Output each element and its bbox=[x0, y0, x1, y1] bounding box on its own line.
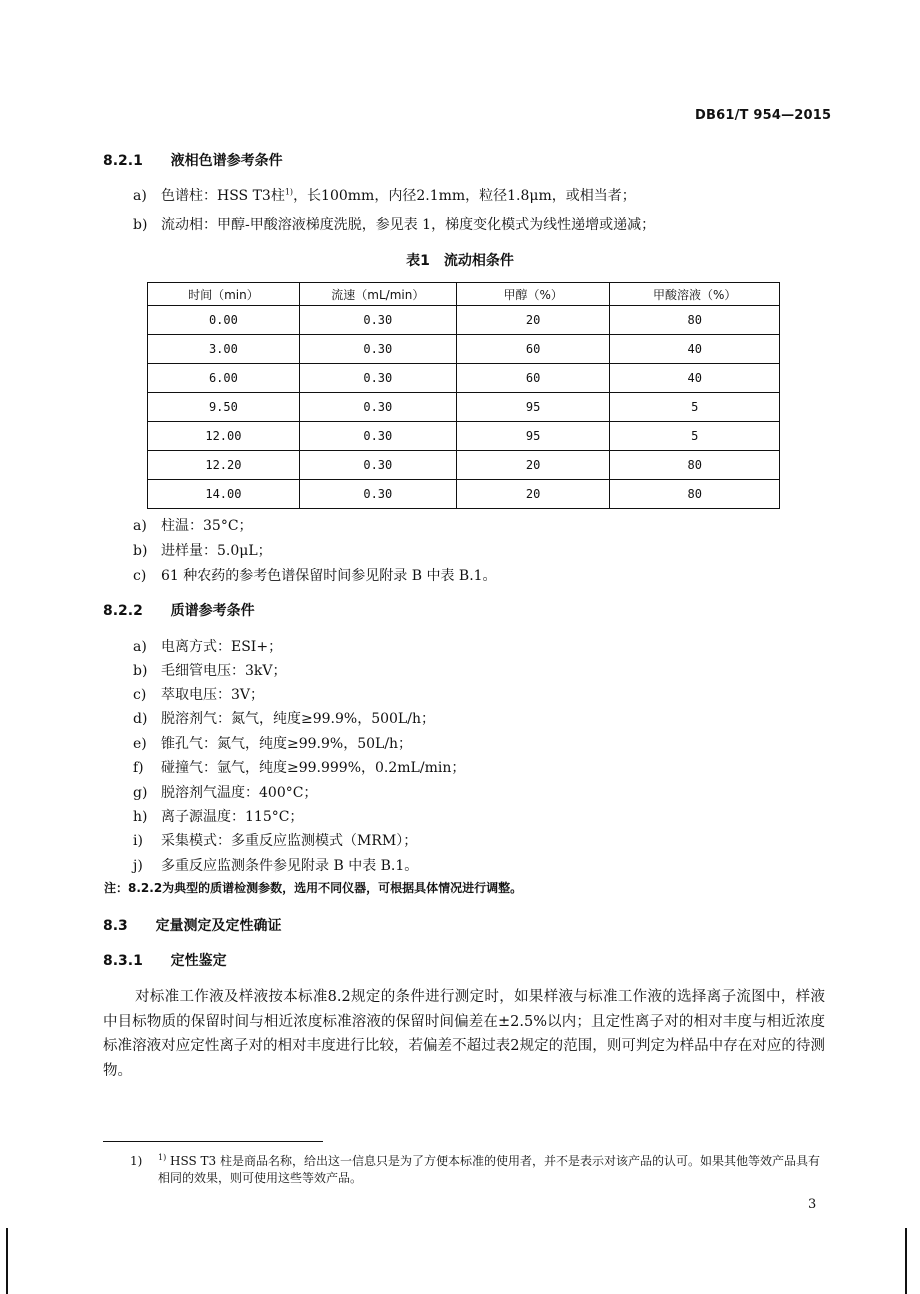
scan-edge-mark bbox=[6, 1228, 8, 1294]
list-item bbox=[133, 806, 303, 826]
list-marker: c) bbox=[133, 568, 147, 584]
list-text: 离子源温度：115°C； bbox=[161, 809, 304, 825]
table-cell: 80 bbox=[610, 451, 780, 480]
list-item bbox=[133, 214, 655, 234]
list-marker: b) bbox=[133, 217, 148, 233]
table-cell: 80 bbox=[610, 480, 780, 509]
list-text: 锥孔气：氮气，纯度≥99.9%，50L/h； bbox=[161, 736, 413, 752]
list-marker: a) bbox=[133, 188, 147, 204]
section-8-3-heading bbox=[103, 915, 282, 935]
section-title: 质谱参考条件 bbox=[170, 603, 255, 619]
page-number: 3 bbox=[808, 1197, 817, 1212]
table-row bbox=[148, 480, 780, 509]
list-text: 61 种农药的参考色谱保留时间参见附录 B 中表 B.1。 bbox=[161, 568, 497, 584]
list-text: 脱溶剂气温度：400°C； bbox=[161, 785, 318, 801]
table-cell: 0.30 bbox=[299, 335, 456, 364]
list-marker: b) bbox=[133, 663, 148, 679]
list-marker: a) bbox=[133, 518, 147, 534]
list-marker: b) bbox=[133, 543, 148, 559]
section-number: 8.2.1 bbox=[103, 153, 143, 169]
footnote bbox=[130, 1153, 830, 1187]
table-cell: 0.30 bbox=[299, 451, 456, 480]
footnote-number: 1) bbox=[130, 1154, 143, 1168]
table-cell: 0.30 bbox=[299, 480, 456, 509]
table-cell: 0.30 bbox=[299, 422, 456, 451]
scan-edge-mark bbox=[905, 1228, 907, 1294]
section-8-2-2-heading bbox=[103, 600, 255, 620]
list-marker: e) bbox=[133, 736, 147, 752]
table-cell: 3.00 bbox=[148, 335, 300, 364]
list-item bbox=[133, 684, 264, 704]
table-cell: 12.00 bbox=[148, 422, 300, 451]
list-marker: g) bbox=[133, 785, 148, 801]
list-item bbox=[133, 782, 317, 802]
section-title: 定性鉴定 bbox=[170, 953, 227, 969]
table-cell: 60 bbox=[456, 335, 610, 364]
list-text: 电离方式：ESI+； bbox=[161, 639, 283, 655]
table-cell: 60 bbox=[456, 364, 610, 393]
section-title: 液相色谱参考条件 bbox=[170, 153, 283, 169]
list-marker: a) bbox=[133, 639, 147, 655]
list-item bbox=[133, 855, 418, 875]
table-cell: 0.30 bbox=[299, 306, 456, 335]
table-cell: 5 bbox=[610, 393, 780, 422]
list-item bbox=[133, 185, 636, 205]
list-text: 进样量：5.0μL； bbox=[161, 543, 272, 559]
list-text: 多重反应监测条件参见附录 B 中表 B.1。 bbox=[161, 858, 419, 874]
list-item bbox=[133, 636, 282, 656]
list-item bbox=[133, 660, 287, 680]
list-item bbox=[133, 565, 497, 585]
table-cell: 5 bbox=[610, 422, 780, 451]
section-8-2-1-heading bbox=[103, 150, 283, 170]
list-marker: c) bbox=[133, 687, 147, 703]
table-row bbox=[148, 451, 780, 480]
table-cell: 95 bbox=[456, 422, 610, 451]
footnote-divider bbox=[103, 1141, 323, 1142]
list-text: 流动相：甲醇-甲酸溶液梯度洗脱，参见表 1，梯度变化模式为线性递增或递减； bbox=[161, 217, 656, 233]
table-cell: 20 bbox=[456, 451, 610, 480]
list-text: 毛细管电压：3kV； bbox=[161, 663, 287, 679]
footnote-text: $^{1)}$ HSS T3 柱是商品名称，给出这一信息只是为了方便本标准的使用者，并不是表示对该产品的认可。如果其他等效产品具有相同的效果，则可使用这些等效产品。 bbox=[158, 1153, 821, 1185]
list-marker: i) bbox=[133, 833, 143, 849]
column-header-time: 时间（min） bbox=[148, 283, 300, 306]
table-cell: 80 bbox=[610, 306, 780, 335]
table-cell: 0.30 bbox=[299, 393, 456, 422]
footnote-mark: 1) bbox=[158, 1153, 167, 1162]
list-text: 脱溶剂气：氮气，纯度≥99.9%，500L/h； bbox=[161, 711, 435, 727]
list-marker: d) bbox=[133, 711, 148, 727]
list-item bbox=[133, 708, 435, 728]
table-row bbox=[148, 335, 780, 364]
table-caption: 表1 流动相条件 bbox=[406, 253, 514, 269]
table-cell: 20 bbox=[456, 480, 610, 509]
standard-code: DB61/T 954—2015 bbox=[695, 108, 832, 123]
table-cell: 12.20 bbox=[148, 451, 300, 480]
column-header-formic-acid: 甲酸溶液（%） bbox=[610, 283, 780, 306]
section-number: 8.2.2 bbox=[103, 603, 143, 619]
table-cell: 40 bbox=[610, 335, 780, 364]
table-cell: 14.00 bbox=[148, 480, 300, 509]
table-row bbox=[148, 364, 780, 393]
list-marker: f) bbox=[133, 760, 144, 776]
section-number: 8.3 bbox=[103, 918, 128, 934]
footnote-ref: 1) bbox=[284, 187, 294, 197]
section-title: 定量测定及定性确证 bbox=[155, 918, 282, 934]
list-text: 碰撞气：氩气，纯度≥99.999%，0.2mL/min； bbox=[161, 760, 466, 776]
list-text: 采集模式：多重反应监测模式（MRM）； bbox=[161, 833, 418, 849]
list-marker: j) bbox=[133, 858, 143, 874]
list-item bbox=[133, 757, 465, 777]
column-header-methanol: 甲醇（%） bbox=[456, 283, 610, 306]
section-number: 8.3.1 bbox=[103, 953, 143, 969]
list-item bbox=[133, 540, 272, 560]
table-cell: 6.00 bbox=[148, 364, 300, 393]
section-8-3-1-heading bbox=[103, 950, 227, 970]
table-cell: 40 bbox=[610, 364, 780, 393]
list-item bbox=[133, 830, 417, 850]
table-cell: 20 bbox=[456, 306, 610, 335]
body-paragraph: 对标准工作液及样液按本标准8.2规定的条件进行测定时，如果样液与标准工作液的选择离子流图中，样液中目标物质的保留时间与相近浓度标准溶液的保留时间偏差在±2.5%以内；且定性离子对的相对丰度与相近浓度标准溶液对应定性离子对的相对丰度进行比较，若偏差不超过表2规定的范围，则可判定为样品中存在对应的待测物。 bbox=[103, 989, 825, 1080]
list-text: 柱温：35°C； bbox=[161, 518, 253, 534]
table-cell: 95 bbox=[456, 393, 610, 422]
mobile-phase-table bbox=[147, 282, 780, 509]
list-text: 萃取电压：3V； bbox=[161, 687, 265, 703]
table-header-row bbox=[148, 283, 780, 306]
list-item bbox=[133, 733, 412, 753]
list-text: 色谱柱：HSS T3柱$^{1)}$，长100mm，内径2.1mm，粒径1.8μm，或相当者； bbox=[161, 187, 636, 204]
table-row bbox=[148, 393, 780, 422]
table-row bbox=[148, 306, 780, 335]
table-cell: 9.50 bbox=[148, 393, 300, 422]
table-cell: 0.30 bbox=[299, 364, 456, 393]
column-header-flow-rate: 流速（mL/min） bbox=[299, 283, 456, 306]
table-row bbox=[148, 422, 780, 451]
note: 注：8.2.2为典型的质谱检测参数，选用不同仪器，可根据具体情况进行调整。 bbox=[104, 881, 523, 895]
list-item bbox=[133, 515, 253, 535]
list-marker: h) bbox=[133, 809, 148, 825]
table-cell: 0.00 bbox=[148, 306, 300, 335]
